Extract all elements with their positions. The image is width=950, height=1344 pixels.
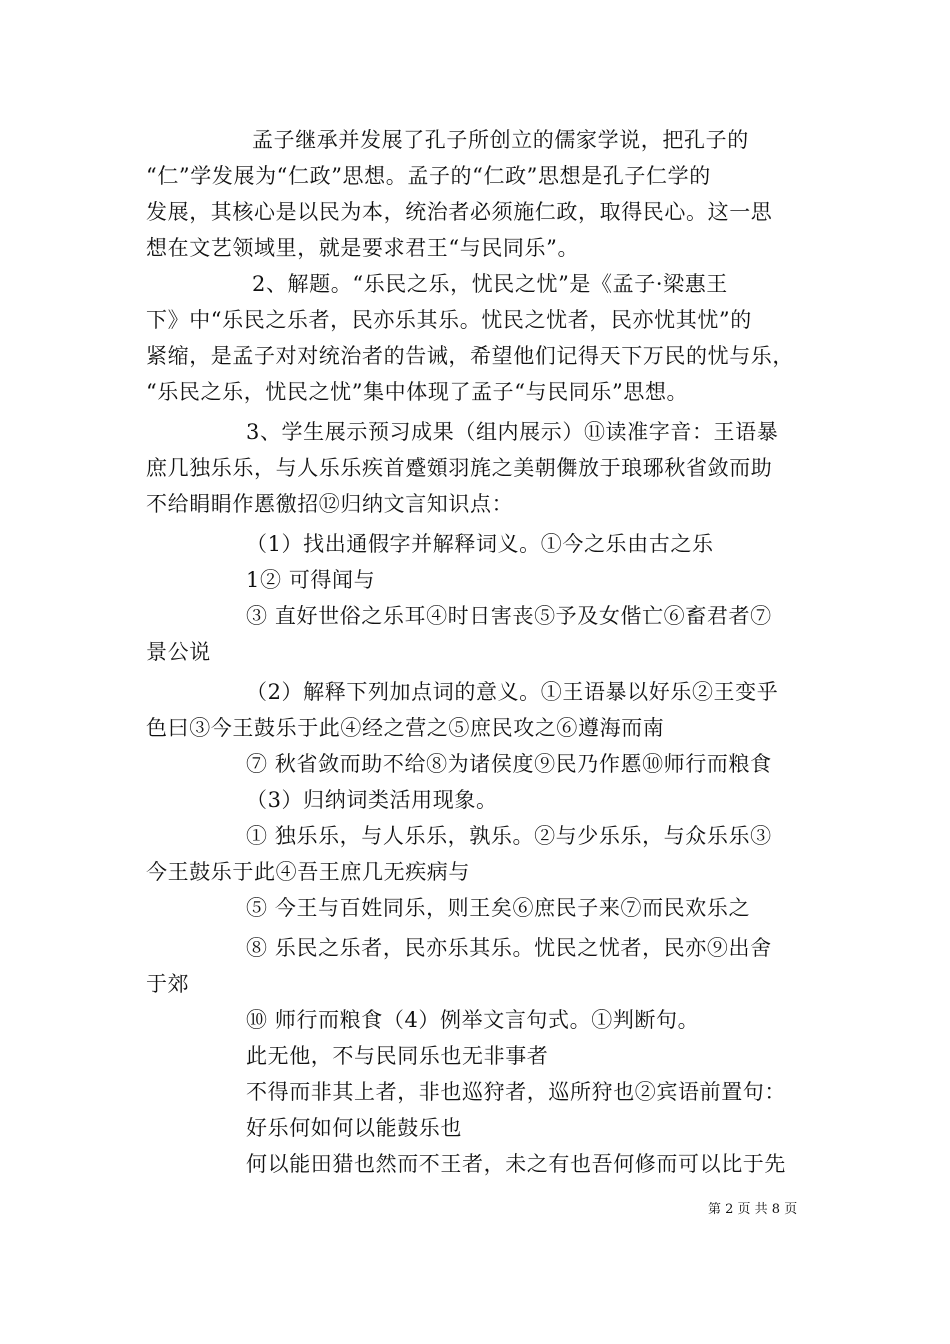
- paragraph-line-7: 紧缩，是孟子对对统治者的告诫，希望他们记得天下万民的忧与乐，: [146, 344, 794, 368]
- paragraph-line-4: 想在文艺领域里，就是要求君王“与民同乐”。: [146, 236, 580, 260]
- paragraph-line-24: 于郊: [146, 972, 190, 996]
- paragraph-line-16: （2）解释下列加点词的意义。①王语暴以好乐②王变乎: [246, 680, 779, 704]
- paragraph-line-13: 1② 可得闻与: [246, 568, 376, 592]
- paragraph-line-20: ① 独乐乐，与人乐乐，孰乐。②与少乐乐，与众乐乐③: [246, 824, 772, 848]
- paragraph-line-5: 2、解题。“乐民之乐，忧民之忧”是《孟子·梁惠王: [252, 272, 728, 296]
- page-number-footer: 第 2 页 共 8 页: [708, 1202, 798, 1217]
- paragraph-line-1: 孟子继承并发展了孔子所创立的儒家学说，把孔子的: [252, 128, 749, 152]
- paragraph-line-9: 3、学生展示预习成果（组内展示）⑪读准字音：王语暴: [246, 420, 779, 444]
- paragraph-line-19: （3）归纳词类活用现象。: [246, 788, 498, 812]
- paragraph-line-6: 下》中“乐民之乐者，民亦乐其乐。忧民之忧者，民亦忧其忧”的: [146, 308, 752, 332]
- paragraph-line-14: ③ 直好世俗之乐耳④时日害丧⑤予及女偕亡⑥畜君者⑦: [246, 604, 772, 628]
- paragraph-line-18: ⑦ 秋省敛而助不给⑧为诸侯度⑨民乃作慝⑩师行而粮食: [246, 752, 772, 776]
- paragraph-line-29: 何以能田猎也然而不王者，未之有也吾何修而可以比于先: [246, 1152, 786, 1176]
- paragraph-line-23: ⑧ 乐民之乐者，民亦乐其乐。忧民之忧者，民亦⑨出舍: [246, 936, 772, 960]
- paragraph-line-17: 色曰③今王鼓乐于此④经之营之⑤庶民攻之⑥遵海而南: [146, 716, 665, 740]
- paragraph-line-28: 好乐何如何以能鼓乐也: [246, 1116, 462, 1140]
- paragraph-line-27: 不得而非其上者，非也巡狩者，巡所狩也②宾语前置句：: [246, 1080, 786, 1104]
- paragraph-line-26: 此无他，不与民同乐也无非事者: [246, 1044, 549, 1068]
- paragraph-line-8: “乐民之乐，忧民之忧”集中体现了孟子“与民同乐”思想。: [146, 380, 689, 404]
- paragraph-line-3: 发展，其核心是以民为本，统治者必须施仁政，取得民心。这一思: [146, 200, 773, 224]
- paragraph-line-12: （1）找出通假字并解释词义。①今之乐由古之乐: [246, 532, 714, 556]
- paragraph-line-11: 不给睊睊作慝徼招⑫归纳文言知识点：: [146, 492, 514, 516]
- paragraph-line-21: 今王鼓乐于此④吾王庶几无疾病与: [146, 860, 470, 884]
- paragraph-line-15: 景公说: [146, 640, 211, 664]
- paragraph-line-22: ⑤ 今王与百姓同乐，则王矣⑥庶民子来⑦而民欢乐之: [246, 896, 751, 920]
- paragraph-line-10: 庶几独乐乐，与人乐乐疾首蹙頞羽旄之美朝儛放于琅琊秋省敛而助: [146, 456, 773, 480]
- paragraph-line-2: “仁”学发展为“仁政”思想。孟子的“仁政”思想是孔子仁学的: [146, 164, 711, 188]
- paragraph-line-25: ⑩ 师行而粮食（4）例举文言句式。①判断句。: [246, 1008, 700, 1032]
